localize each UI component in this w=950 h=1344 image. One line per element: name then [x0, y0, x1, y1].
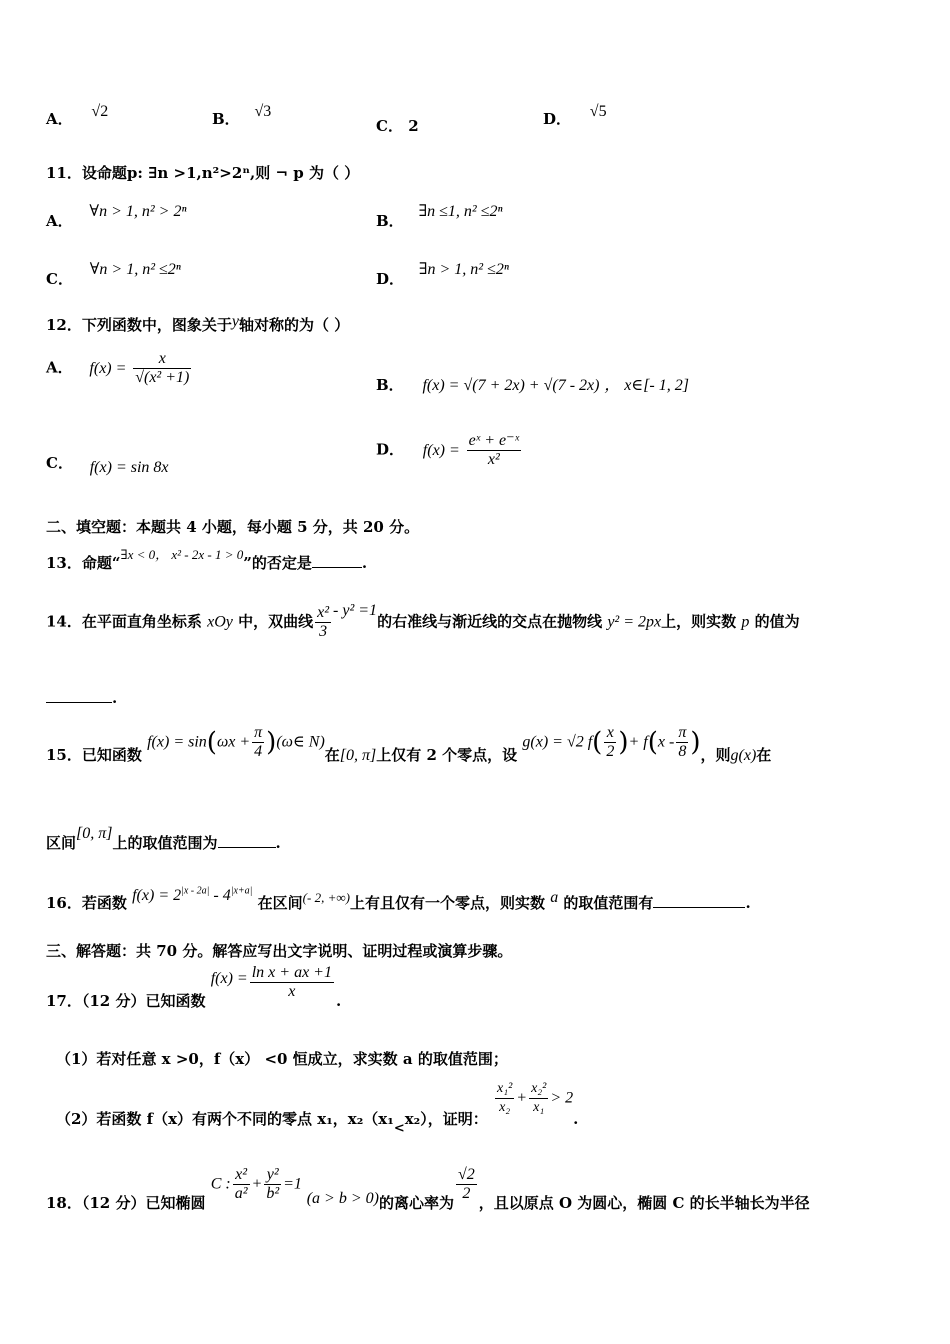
q14-coord-system: xOy [207, 613, 233, 631]
q15-post: 在 [756, 746, 772, 764]
q15-x-over-2 [604, 724, 616, 761]
q17-den: x [288, 983, 296, 1000]
q11-option-c [46, 258, 181, 288]
q15-end: . [275, 834, 281, 852]
q17-part2-pre: （2）若函数 f（x）有两个不同的零点 x₁，x₂（x₁ [56, 1110, 394, 1128]
q10-option-a-expr: √2 [91, 103, 109, 120]
q12-stem-var: y [231, 313, 239, 330]
section-3-heading: 三、解答题：共 70 分。解答应写出文字说明、证明过程或演算步骤。 [46, 942, 513, 960]
q15-pi-over-8 [676, 724, 688, 761]
q12-option-c [46, 456, 169, 477]
q15-line2-interval: [0, π] [76, 825, 113, 842]
q15-f-def: f(x) = sin(ωx + $\frac{\pi}{4}$ )(ω∈ N) [147, 724, 325, 760]
q18-frac1-num: x² [233, 1166, 250, 1185]
q17-frac2 [529, 1080, 548, 1117]
q14-mid3: 上，则实数 [661, 612, 737, 631]
q17-part2 [56, 1080, 579, 1136]
q12-stem [46, 314, 349, 335]
q14-end: . [112, 689, 118, 707]
q17-part1: （1）若对任意 x >0，f（x） <0 恒成立，求实数 a 的取值范围； [56, 1050, 508, 1068]
q16-expr-base: f(x) = 2 [132, 887, 182, 904]
q15-mid1: 在 [324, 746, 340, 764]
q14-num: x² [317, 604, 330, 621]
q12-option-b-label: B． [376, 376, 404, 394]
q18-frac1 [233, 1166, 250, 1203]
q16-exp2: |x+a| [230, 885, 253, 897]
q17-inequality [493, 1080, 573, 1117]
q16 [46, 885, 751, 913]
q16-mid2: 上有且仅有一个零点，则实数 [349, 894, 545, 912]
q10-option-c-expr: 2 [408, 117, 419, 135]
q11-option-c-expr: ∀n > 1, n² ≤2ⁿ [89, 261, 181, 278]
q17-plus: + [516, 1089, 528, 1107]
q18-ellipse [210, 1166, 379, 1207]
q15-interval: [0, π] [339, 747, 377, 764]
q18-plus: + [251, 1175, 263, 1193]
q17-pre: 17．（12 分）已知函数 [46, 992, 206, 1010]
q17-frac2-den: x₁ [533, 1100, 545, 1115]
q17-part2-end: . [573, 1110, 579, 1128]
q16-interval: (- 2, +∞) [302, 890, 350, 905]
q10-option-a-label: A． [46, 110, 73, 128]
q12-option-a-label: A． [46, 358, 73, 377]
q13 [46, 547, 368, 573]
q15-pre: 15．已知函数 [46, 746, 142, 764]
q17-frac2-num: x₂² [529, 1080, 548, 1099]
q14-pre: 14．在平面直角坐标系 [46, 612, 202, 631]
q12-option-b [376, 372, 689, 395]
q14-post: 的值为 [754, 612, 800, 631]
q16-mid1: 在区间 [257, 894, 303, 912]
q16-expr [132, 887, 252, 904]
q15-g-lhs: g(x) = √2 f [522, 733, 593, 751]
q13-end: . [361, 554, 368, 572]
q15-g-def: g(x) = √2 f( $\frac{x}{2}$ )+ f(x - $\frac{\pi}{8}$ ) [522, 724, 701, 760]
q16-exp1: |x - 2a| [181, 885, 210, 897]
q13-post: ”的否定是 [243, 554, 312, 572]
q11-option-b [376, 200, 503, 230]
q17-fraction [250, 964, 334, 1001]
q12-option-d-label: D． [376, 440, 405, 459]
q18-frac2-den: b² [266, 1185, 280, 1202]
q10-option-a [46, 103, 109, 129]
q16-pre: 16．若函数 [46, 894, 127, 912]
q16-a: a [550, 889, 559, 906]
q17-frac1-den: x₂ [499, 1100, 511, 1115]
q12-option-a-fraction [133, 350, 191, 387]
q10-option-b [212, 103, 272, 129]
q11-option-c-label: C． [46, 270, 73, 288]
q18-eq: =1 [283, 1175, 302, 1193]
q16-post: 的取值范围有 [563, 894, 654, 912]
q13-pre: 13．命题“ [46, 554, 121, 572]
q11-option-d-expr: ∃n > 1, n² ≤2ⁿ [418, 261, 509, 278]
q17-part2-mid: x₂），证明： [404, 1110, 488, 1128]
q10-option-d-expr: √5 [589, 103, 607, 120]
q12-option-d [376, 432, 523, 469]
q14-p: p [741, 613, 750, 631]
q11-option-a-expr: ∀n > 1, n² > 2ⁿ [89, 203, 187, 220]
q15-plus-f: + f [628, 733, 648, 751]
q12-option-a-lhs: f(x) = [89, 359, 127, 377]
q14-den: 3 [319, 623, 328, 640]
q15-line2 [46, 825, 281, 853]
q12-stem-post: 轴对称的为（ ） [239, 316, 350, 334]
q15-answer-blank[interactable] [218, 833, 276, 848]
q12-option-b-expr: f(x) = √(7 + 2x) + √(7 - 2x) [422, 377, 600, 394]
q11-option-a [46, 200, 187, 230]
q12-option-b-domain: ， x∈[- 1, 2] [604, 377, 689, 394]
q14-answer-blank[interactable] [46, 688, 112, 703]
q17-lhs: f(x) = [210, 969, 248, 987]
q15-g: g(x) [730, 747, 757, 764]
q18-cond: (a > b > 0) [306, 1189, 379, 1207]
q15-two: 2 [606, 743, 615, 760]
q16-answer-blank[interactable] [653, 893, 745, 908]
q11-option-b-expr: ∃n ≤1, n² ≤2ⁿ [418, 203, 503, 220]
q10-option-c [376, 115, 419, 136]
q18-frac2 [264, 1166, 281, 1203]
q17-rhs: > 2 [550, 1089, 574, 1107]
q15-f-lhs: f(x) = sin [147, 733, 207, 751]
q13-answer-blank[interactable] [312, 553, 362, 568]
q15-pi-2: π [678, 724, 687, 741]
q18-mid: 的离心率为 [378, 1194, 454, 1212]
q18-pre: 18．（12 分）已知椭圆 [46, 1194, 206, 1212]
q15-line2-post: 上的取值范围为 [112, 834, 218, 852]
q17-end: . [335, 992, 342, 1010]
q18-frac1-den: a² [234, 1185, 248, 1202]
q18-e-num: √2 [457, 1166, 475, 1183]
q12-stem-pre: 12．下列函数中，图象关于 [46, 316, 232, 334]
q15 [46, 724, 772, 764]
q18-post: ，且以原点 O 为圆心，椭圆 C 的长半轴长为半径 [478, 1194, 810, 1212]
q12-option-d-lhs: f(x) = [422, 441, 460, 459]
q15-pi-over-4 [252, 724, 264, 761]
q15-pi: π [254, 724, 263, 741]
q16-end: . [745, 894, 751, 912]
section-2-heading: 二、填空题：本题共 4 小题，每小题 5 分，共 20 分。 [46, 518, 420, 536]
q12-option-a-den: √(x² +1) [135, 369, 190, 386]
q11-option-b-label: B． [376, 212, 404, 230]
q13-expr: ∃x < 0， x² - 2x - 1 > 0 [120, 547, 244, 562]
q10-option-c-label: C． [376, 117, 403, 135]
q17 [46, 964, 342, 1010]
q18-c: C : [210, 1175, 231, 1193]
q10-option-b-expr: √3 [254, 103, 272, 120]
q15-line2-pre: 区间 [46, 834, 77, 852]
q14-mid2: 的右准线与渐近线的交点在抛物线 [377, 612, 603, 631]
q18-e-den: 2 [462, 1185, 471, 1202]
q17-part2-lt: < [393, 1121, 405, 1136]
q14-parabola: y² = 2px [607, 613, 662, 631]
q18-frac2-num: y² [264, 1166, 281, 1185]
q15-f-arg: ωx + [216, 733, 251, 751]
q12-option-a-num: x [133, 350, 191, 369]
q18-eccentricity [454, 1166, 479, 1203]
q11-option-d [376, 258, 509, 288]
q15-mid3: ，则 [700, 746, 731, 764]
q11-stem: 11．设命题p: ∃n >1,n²>2ⁿ,则 ¬ p 为（ ） [46, 164, 360, 182]
q17-num: ln x + ax +1 [251, 964, 332, 981]
q10-option-d [543, 103, 607, 129]
q12-option-d-den: x² [487, 451, 500, 468]
q18 [46, 1166, 810, 1212]
q18-e-frac [456, 1166, 477, 1203]
q15-mid2: 上仅有 2 个零点，设 [376, 746, 518, 764]
q12-option-a [46, 350, 193, 387]
q11-option-a-label: A． [46, 212, 73, 230]
q14-fraction [315, 604, 331, 641]
q14-mid1: 中，双曲线 [238, 612, 314, 631]
q14-answer-line [46, 688, 117, 707]
q10-option-b-label: B． [212, 110, 240, 128]
q12-option-d-num: eˣ + e⁻ˣ [468, 432, 520, 449]
q17-frac1-num: x₁² [495, 1080, 514, 1099]
q15-cond: (ω∈ N) [276, 733, 325, 751]
q12-option-d-fraction [467, 432, 521, 469]
q17-frac1 [495, 1080, 514, 1117]
q17-f-def [211, 964, 336, 1001]
q15-eight: 8 [678, 743, 687, 760]
q14 [46, 601, 800, 641]
q15-x-minus: x - [657, 733, 675, 751]
q11-option-d-label: D． [376, 270, 405, 288]
q14-hyperbola-rest: - y² =1 [333, 601, 378, 619]
q16-minus: - 4 [209, 887, 231, 904]
q15-four: 4 [254, 743, 263, 760]
q15-x: x [604, 724, 616, 743]
q12-option-c-expr: f(x) = sin 8x [89, 459, 169, 476]
q10-option-d-label: D． [543, 110, 572, 128]
q12-option-c-label: C． [46, 454, 73, 472]
